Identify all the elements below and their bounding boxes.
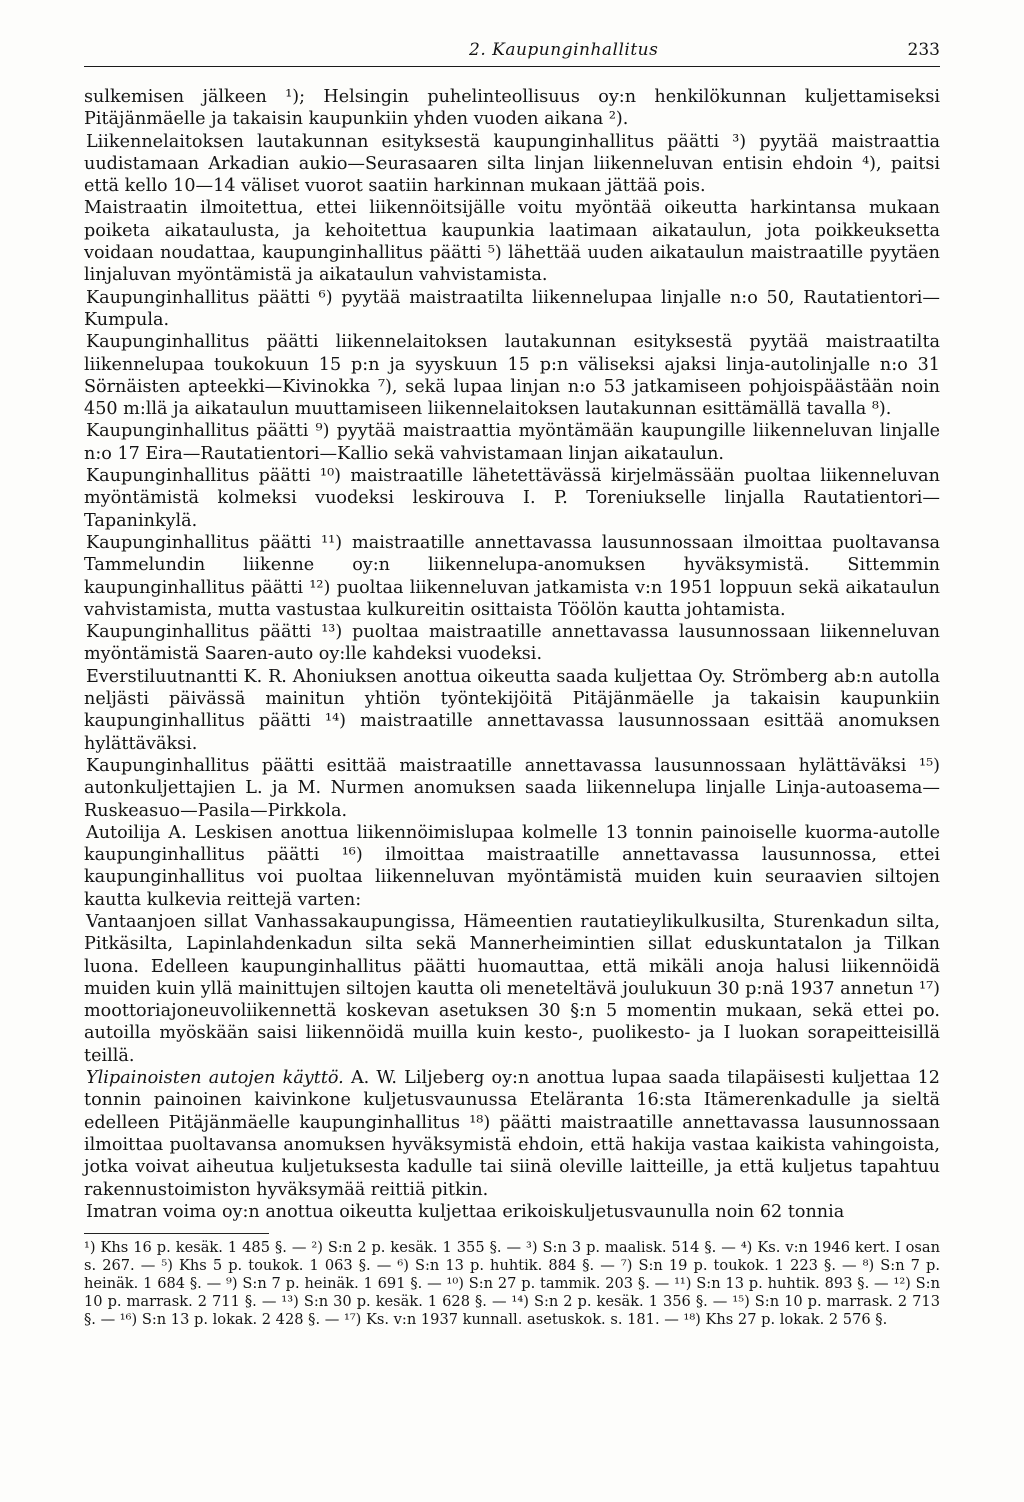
paragraph: Kaupunginhallitus päätti ¹¹) maistraatille annettavassa lausunnossaan ilmoittaa puoltavansa Tammelundin liikenne oy:n liikennelupa-anomuksen hyväksymistä. Sittemmin kaupunginhallitus päätti ¹²) puoltaa liikenneluvan jatkamista v:n 1951 loppuun sekä aikataulun vahvistamista, mutta vastustaa kulkureitin osittaista Töölön kautta johtamista. xyxy=(84,532,940,620)
paragraph: Kaupunginhallitus päätti esittää maistraatille annettavassa lausunnossaan hylättäväksi ¹⁵) autonkuljettajien L. ja M. Nurmen anomuksen saada liikennelupa linjalle Linja-autoasema—Ruskeasuo—Pasila—Pirkkola. xyxy=(84,755,940,821)
paragraph: Imatran voima oy:n anottua oikeutta kuljettaa erikoiskuljetusvaunulla noin 62 tonnia xyxy=(86,1201,845,1222)
paragraph-text: A. W. Liljeberg oy:n anottua lupaa saada tilapäisesti kuljettaa 12 tonnin painoinen kaivinkone kuljetusvaunussa Eteläranta 16:sta Itämerenkadulle ja sieltä edelleen Pitäjänmäelle kaupunginhallitus ¹⁸) päätti maistraatille annettavassa lausunnossaan ilmoittaa puoltavansa anomuksen hyväksymistä ehdoin, että hakija vastaa kaikista vahingoista, jotka voivat aiheutua kuljetuksesta kadulle tai siinä oleville laitteille, ja että kuljetus tapahtuu rakennustoimiston hyväksymää reittiä pitkin. xyxy=(84,1068,940,1200)
paragraph: Liikennelaitoksen lautakunnan esityksestä kaupunginhallitus päätti ³) pyytää maistraattia uudistamaan Arkadian aukio—Seurasaaren silta linjan liikenneluvan entisin ehdoin ⁴), paitsi että kello 10—14 väliset vuorot saatiin harkinnan mukaan jättää pois. xyxy=(84,131,940,197)
footnotes: ¹) Khs 16 p. kesäk. 1 485 §. — ²) S:n 2 p. kesäk. 1 355 §. — ³) S:n 3 p. maalisk. 514 §. — ⁴) Ks. v:n 1946 kert. I osan s. 267. — ⁵) Khs 5 p. toukok. 1 063 §. — ⁶) S:n 13 p. huhtik. 884 §. — ⁷) S:n 19 p. toukok. 1 223 §. — ⁸) S:n 7 p. heinäk. 1 684 §. — ⁹) S:n 7 p. heinäk. 1 691 §. — ¹⁰) S:n 27 p. tammik. 203 §. — ¹¹) S:n 13 p. huhtik. 893 §. — ¹²) S:n 10 p. marrask. 2 711 §. — ¹³) S:n 30 p. kesäk. 1 628 §. — ¹⁴) S:n 2 p. kesäk. 1 356 §. — ¹⁵) S:n 10 p. marrask. 2 713 §. — ¹⁶) S:n 13 p. lokak. 2 428 §. — ¹⁷) Ks. v:n 1937 kunnall. asetuskok. s. 181. — ¹⁸) Khs 27 p. lokak. 2 576 §. xyxy=(84,1239,940,1328)
paragraph: Kaupunginhallitus päätti ⁶) pyytää maistraatilta liikennelupaa linjalle n:o 50, Rautatientori—Kumpula. xyxy=(84,287,940,330)
section-lead: Ylipainoisten autojen käyttö. xyxy=(86,1068,344,1089)
paragraph: Kaupunginhallitus päätti ¹⁰) maistraatille lähetettävässä kirjelmässään puoltaa liikenneluvan myöntämistä kolmeksi vuodeksi leskirouva I. P. Toreniukselle linjalla Rautatientori—Tapaninkylä. xyxy=(84,466,940,531)
paragraph: Everstiluutnantti K. R. Ahoniuksen anottua oikeutta saada kuljettaa Oy. Strömberg ab:n autolla neljästi päivässä mainitun yhtiön työntekijöitä Pitäjänmäelle ja takaisin kaupunkiin kaupunginhallitus päätti ¹⁴) maistraatille annettavassa lausunnossaan esittää anomuksen hylättäväksi. xyxy=(84,666,940,754)
paragraph: Autoilija A. Leskisen anottua liikennöimislupaa kolmelle 13 tonnin painoiselle kuorma-autolle kaupunginhallitus päätti ¹⁶) ilmoittaa maistraatille annettavassa lausunnossa, ettei kaupunginhallitus voi puoltaa liikenneluvan myöntämistä muiden kuin seuraavien siltojen kautta kulkevia reittejä varten: xyxy=(84,822,940,910)
paragraph xyxy=(84,1067,940,1201)
paragraph: Kaupunginhallitus päätti liikennelaitoksen lautakunnan esityksestä pyytää maistraatilta liikennelupaa toukokuun 15 p:n ja syyskuun 15 p:n väliseksi ajaksi linja-autolinjalle n:o 31 Sörnäisten apteekki—Kivinokka ⁷), sekä lupaa linjan n:o 53 jatkamiseen pohjoispäästään noin 450 m:llä ja aikataulun muuttamiseen liikennelaitoksen lautakunnan esittämällä tavalla ⁸). xyxy=(84,332,940,420)
paragraph: Vantaanjoen sillat Vanhassakaupungissa, Hämeentien rautatieylikulkusilta, Sturenkadun silta, Pitkäsilta, Lapinlahdenkadun silta sekä Mannerheimintien sillat eduskuntatalon ja Tilkan luona. Edelleen kaupunginhallitus päätti huomauttaa, että mikäli anoja halusi liikennöidä muiden kuin yllä mainittujen siltojen kautta oli meneteltävä joulukuun 30 p:nä 1937 annetun ¹⁷) moottoriajoneuvoliikennettä koskevan asetuksen 30 §:n 5 momentin mukaan, sekä ettei po. autoilla myöskään saisi liikennöidä muilla kuin kesto-, puolikesto- ja I luokan sorapeitteisillä teillä. xyxy=(84,911,940,1066)
page-number: 233 xyxy=(907,40,940,60)
footnote-separator xyxy=(84,1233,269,1234)
running-header xyxy=(84,36,940,67)
paragraph: Kaupunginhallitus päätti ¹³) puoltaa maistraatille annettavassa lausunnossaan liikenneluvan myöntämistä Saaren-auto oy:lle kahdeksi vuodeksi. xyxy=(84,622,940,665)
chapter-title: 2. Kaupunginhallitus xyxy=(469,40,659,60)
paragraph: sulkemisen jälkeen ¹); Helsingin puhelinteollisuus oy:n henkilökunnan kuljettamiseksi Pitäjänmäelle ja takaisin kaupunkiin yhden vuoden aikana ²). xyxy=(84,87,940,130)
body-text xyxy=(84,86,940,1223)
paragraph: Kaupunginhallitus päätti ⁹) pyytää maistraattia myöntämään kaupungille liikenneluvan linjalle n:o 17 Eira—Rautatientori—Kallio sekä vahvistamaan linjan aikataulun. xyxy=(84,421,940,464)
paragraph: Maistraatin ilmoitettua, ettei liikennöitsijälle voitu myöntää oikeutta harkintansa mukaan poiketa aikataulusta, ja kehoitettua kaupunkia laatimaan aikataulun, jota poikkeuksetta voidaan noudattaa, kaupunginhallitus päätti ⁵) lähettää uuden aikataulun maistraatille pyytäen linjaluvan myöntämistä ja aikataulun vahvistamista. xyxy=(84,198,940,286)
